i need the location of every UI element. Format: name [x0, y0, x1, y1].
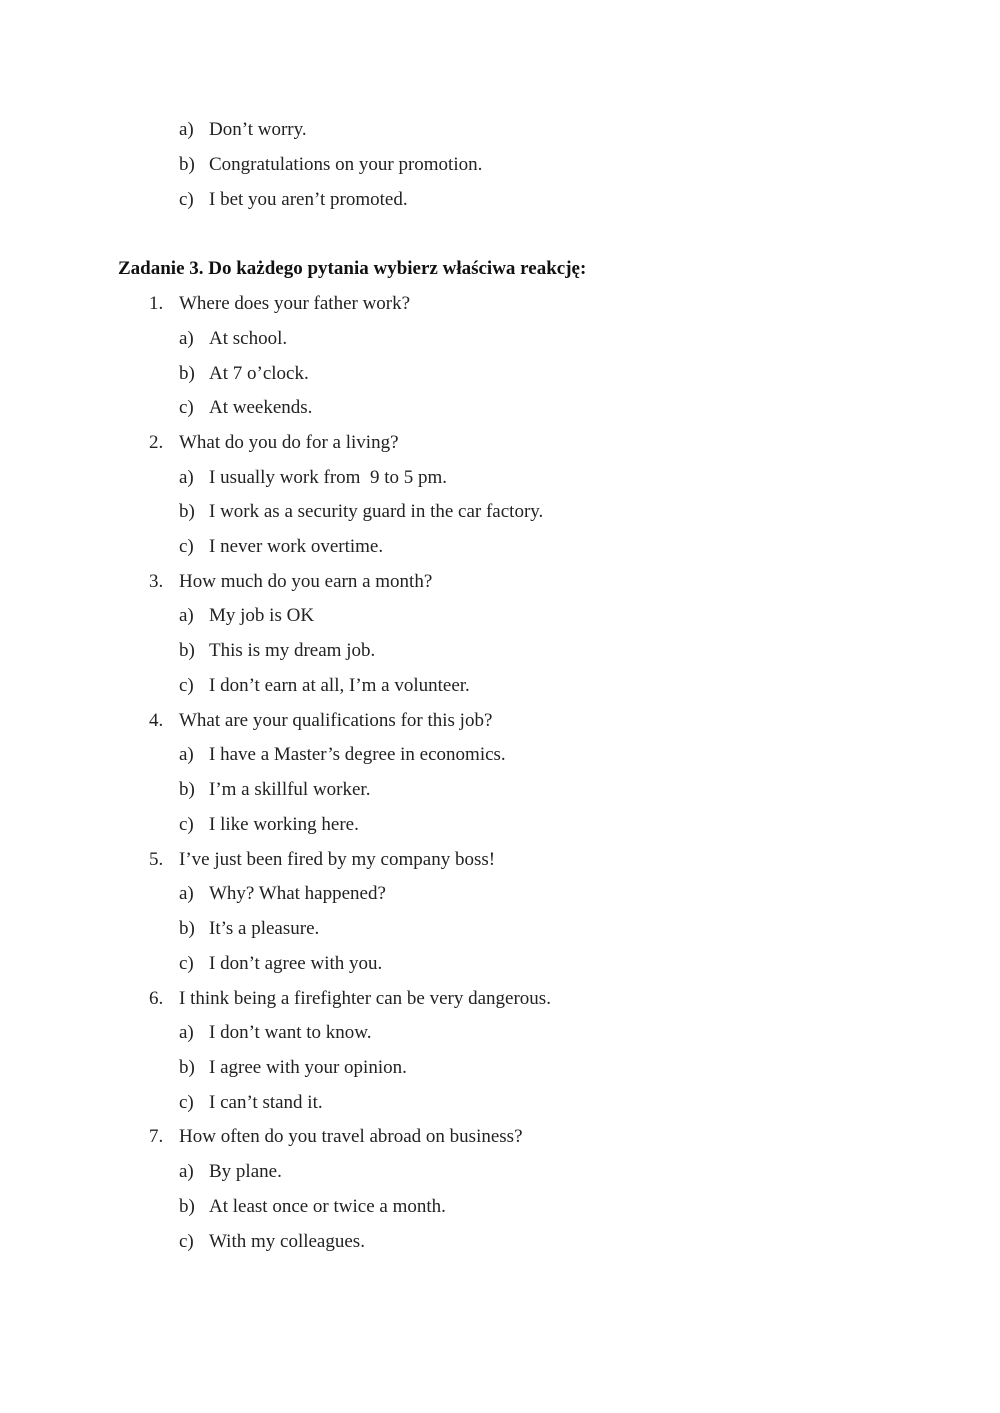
list-item — [179, 497, 544, 527]
option-text: I don’t want to know. — [209, 1022, 372, 1043]
option-letter: a) — [179, 744, 194, 765]
option-text: At weekends. — [209, 397, 313, 418]
option-letter: b) — [179, 918, 195, 939]
option-text: I don’t earn at all, I’m a volunteer. — [209, 675, 470, 696]
question — [149, 984, 551, 1014]
question-number: 7. — [149, 1126, 164, 1147]
option-text: I agree with your opinion. — [209, 1057, 407, 1078]
option-text: I like working here. — [209, 814, 359, 835]
list-item — [179, 150, 483, 180]
question-number: 5. — [149, 849, 164, 870]
question — [149, 567, 433, 597]
list-item — [179, 1088, 323, 1118]
list-item — [179, 393, 313, 423]
option-text: At least once or twice a month. — [209, 1196, 446, 1217]
option-text: My job is OK — [209, 605, 315, 626]
question-text: How often do you travel abroad on business? — [179, 1126, 523, 1147]
task-heading: Zadanie 3. Do każdego pytania wybierz właściwa reakcję: — [118, 258, 587, 279]
option-letter: c) — [179, 814, 194, 835]
option-letter: c) — [179, 536, 194, 557]
option-text: I have a Master’s degree in economics. — [209, 744, 506, 765]
option-text: By plane. — [209, 1161, 282, 1182]
list-item — [179, 1018, 372, 1048]
option-text: I’m a skillful worker. — [209, 779, 371, 800]
list-item — [179, 740, 506, 770]
option-letter: b) — [179, 363, 195, 384]
option-text: I bet you aren’t promoted. — [209, 189, 408, 210]
question — [149, 845, 496, 875]
list-item — [179, 532, 384, 562]
option-letter: c) — [179, 1231, 194, 1252]
option-text: Don’t worry. — [209, 119, 307, 140]
question-text: Where does your father work? — [179, 293, 411, 314]
list-item — [179, 949, 383, 979]
question-number: 6. — [149, 988, 164, 1009]
option-text: I don’t agree with you. — [209, 953, 383, 974]
list-item — [179, 185, 408, 215]
option-text: I can’t stand it. — [209, 1092, 323, 1113]
option-letter: c) — [179, 189, 194, 210]
option-text: Why? What happened? — [209, 883, 386, 904]
option-text: With my colleagues. — [209, 1231, 365, 1252]
option-letter: c) — [179, 675, 194, 696]
option-letter: c) — [179, 953, 194, 974]
option-letter: a) — [179, 883, 194, 904]
list-item — [179, 671, 470, 701]
question-number: 2. — [149, 432, 164, 453]
option-letter: b) — [179, 1057, 195, 1078]
list-item — [179, 115, 307, 145]
option-letter: b) — [179, 1196, 195, 1217]
option-letter: c) — [179, 397, 194, 418]
question-text: How much do you earn a month? — [179, 571, 433, 592]
option-text: It’s a pleasure. — [209, 918, 320, 939]
option-letter: b) — [179, 779, 195, 800]
option-text: I usually work from 9 to 5 pm. — [209, 467, 448, 488]
list-item — [179, 914, 320, 944]
list-item — [179, 324, 288, 354]
option-letter: a) — [179, 467, 194, 488]
question — [149, 706, 493, 736]
question — [149, 289, 411, 319]
list-item — [179, 636, 376, 666]
option-text: At 7 o’clock. — [209, 363, 309, 384]
question-text: I think being a firefighter can be very dangerous. — [179, 988, 551, 1009]
list-item — [179, 879, 386, 909]
list-item — [179, 1053, 407, 1083]
option-letter: a) — [179, 119, 194, 140]
question-text: I’ve just been fired by my company boss! — [179, 849, 496, 870]
question — [149, 1122, 523, 1152]
question — [149, 428, 399, 458]
option-letter: b) — [179, 154, 195, 175]
list-item — [179, 1192, 446, 1222]
option-letter: c) — [179, 1092, 194, 1113]
list-item — [179, 775, 371, 805]
option-letter: b) — [179, 640, 195, 661]
option-text: I never work overtime. — [209, 536, 384, 557]
option-text: Congratulations on your promotion. — [209, 154, 483, 175]
question-text: What do you do for a living? — [179, 432, 399, 453]
option-letter: a) — [179, 328, 194, 349]
list-item — [179, 810, 359, 840]
list-item — [179, 463, 448, 493]
list-item — [179, 1227, 365, 1257]
list-item — [179, 601, 315, 631]
list-item — [179, 1157, 282, 1187]
option-letter: a) — [179, 1022, 194, 1043]
question-number: 3. — [149, 571, 164, 592]
option-text: I work as a security guard in the car factory. — [209, 501, 544, 522]
list-item — [179, 359, 309, 389]
option-letter: a) — [179, 1161, 194, 1182]
option-text: This is my dream job. — [209, 640, 376, 661]
question-text: What are your qualifications for this job? — [179, 710, 493, 731]
question-number: 4. — [149, 710, 164, 731]
question-number: 1. — [149, 293, 164, 314]
option-text: At school. — [209, 328, 288, 349]
option-letter: a) — [179, 605, 194, 626]
option-letter: b) — [179, 501, 195, 522]
